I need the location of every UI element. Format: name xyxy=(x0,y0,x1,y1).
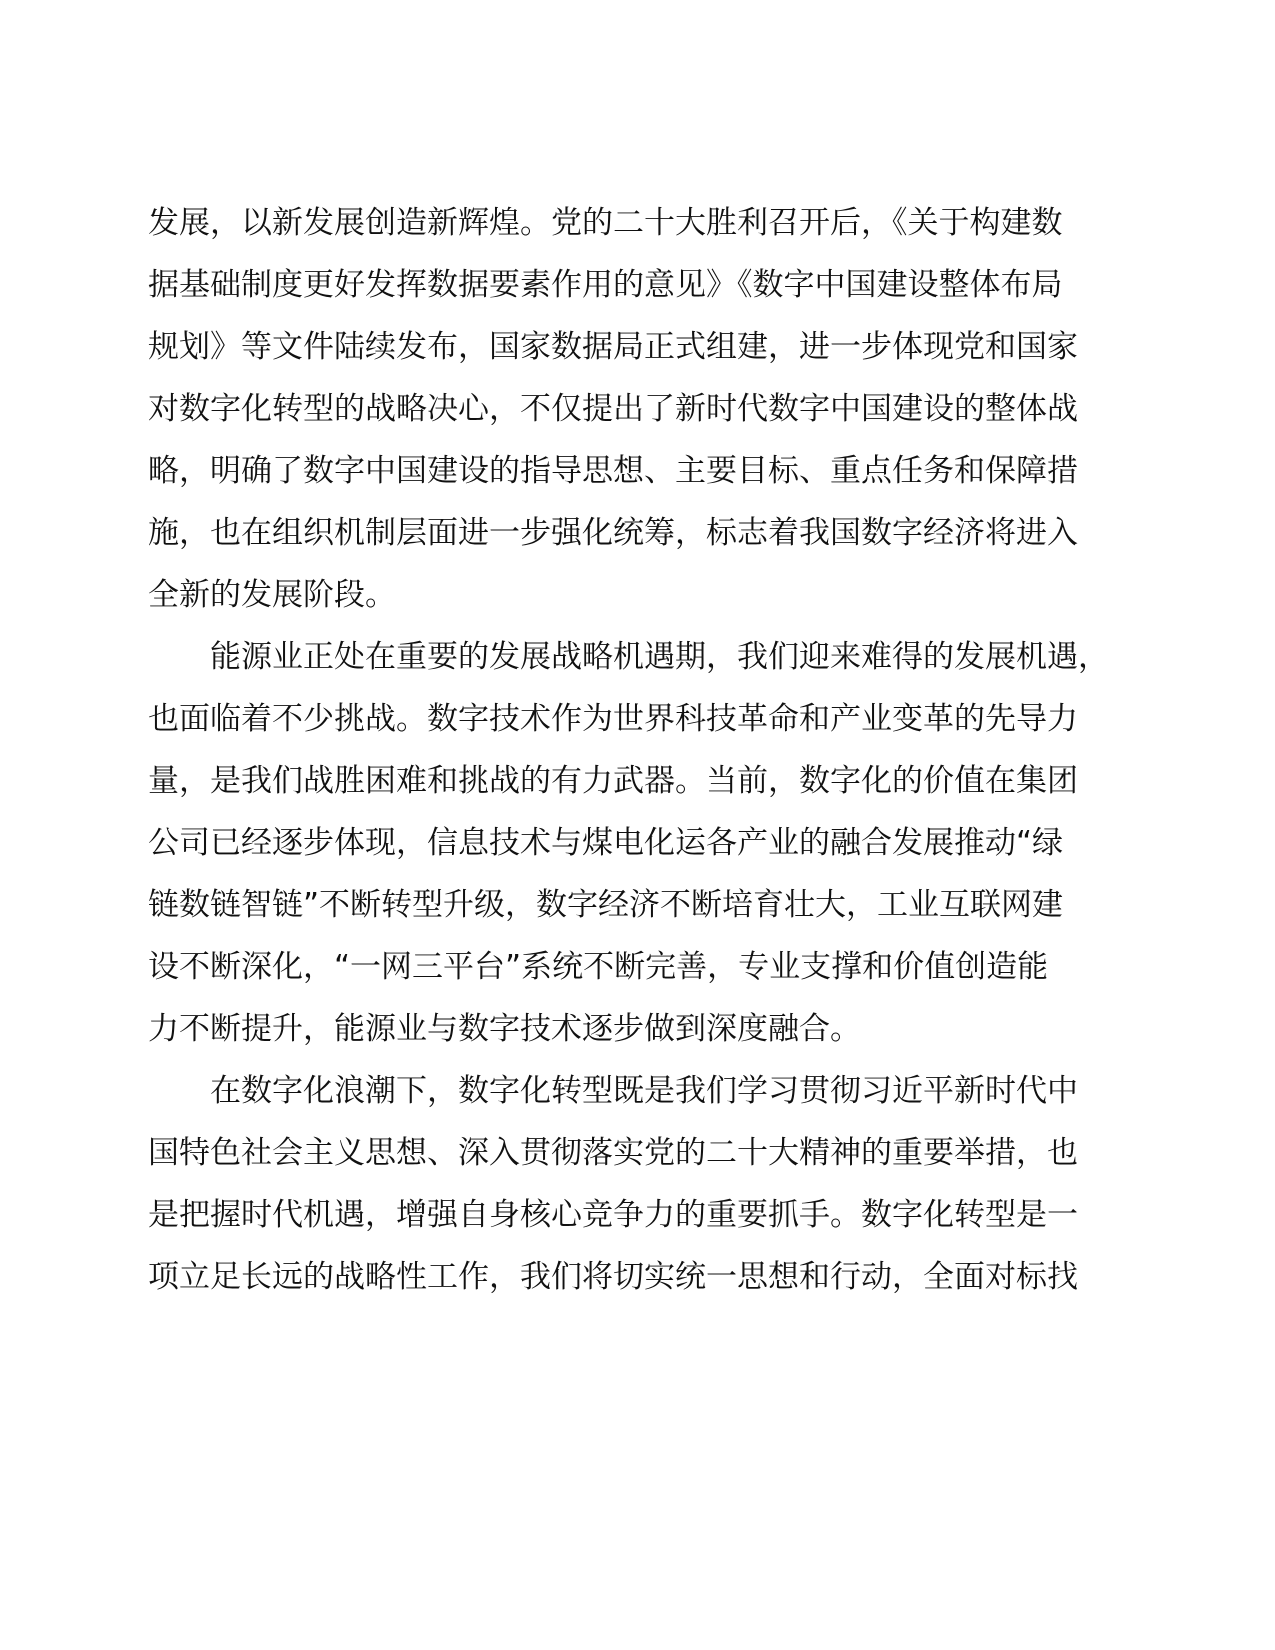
text-line: 链数链智链”不断转型升级，数字经济不断培育壮大，工业互联网建 xyxy=(148,887,1064,923)
body-text xyxy=(148,192,1109,1308)
paragraph-start-line: 能源业正处在重要的发展战略机遇期，我们迎来难得的发展机遇， xyxy=(210,639,1109,675)
text-line: 全新的发展阶段。 xyxy=(148,577,396,613)
text-line: 据基础制度更好发挥数据要素作用的意见》《数字中国建设整体布局 xyxy=(148,267,1063,303)
text-line: 施，也在组织机制层面进一步强化统筹，标志着我国数字经济将进入 xyxy=(148,515,1078,551)
text-line: 规划》等文件陆续发布，国家数据局正式组建，进一步体现党和国家 xyxy=(148,329,1078,365)
text-line: 设不断深化，“一网三平台”系统不断完善，专业支撑和价值创造能 xyxy=(148,949,1049,985)
text-line: 力不断提升，能源业与数字技术逐步做到深度融合。 xyxy=(148,1011,861,1047)
text-line: 项立足长远的战略性工作，我们将切实统一思想和行动，全面对标找 xyxy=(148,1259,1078,1295)
text-line: 国特色社会主义思想、深入贯彻落实党的二十大精神的重要举措，也 xyxy=(148,1135,1078,1171)
text-line: 是把握时代机遇，增强自身核心竞争力的重要抓手。数字化转型是一 xyxy=(148,1197,1078,1233)
text-line: 对数字化转型的战略决心，不仅提出了新时代数字中国建设的整体战 xyxy=(148,391,1078,427)
paragraph-start-line: 在数字化浪潮下，数字化转型既是我们学习贯彻习近平新时代中 xyxy=(210,1073,1078,1109)
text-line: 量，是我们战胜困难和挑战的有力武器。当前，数字化的价值在集团 xyxy=(148,763,1078,799)
text-line: 略，明确了数字中国建设的指导思想、主要目标、重点任务和保障措 xyxy=(148,453,1078,489)
text-line: 公司已经逐步体现，信息技术与煤电化运各产业的融合发展推动“绿 xyxy=(148,825,1064,861)
text-line: 也面临着不少挑战。数字技术作为世界科技革命和产业变革的先导力 xyxy=(148,701,1078,737)
text-line: 发展，以新发展创造新辉煌。党的二十大胜利召开后，《关于构建数 xyxy=(148,205,1063,241)
